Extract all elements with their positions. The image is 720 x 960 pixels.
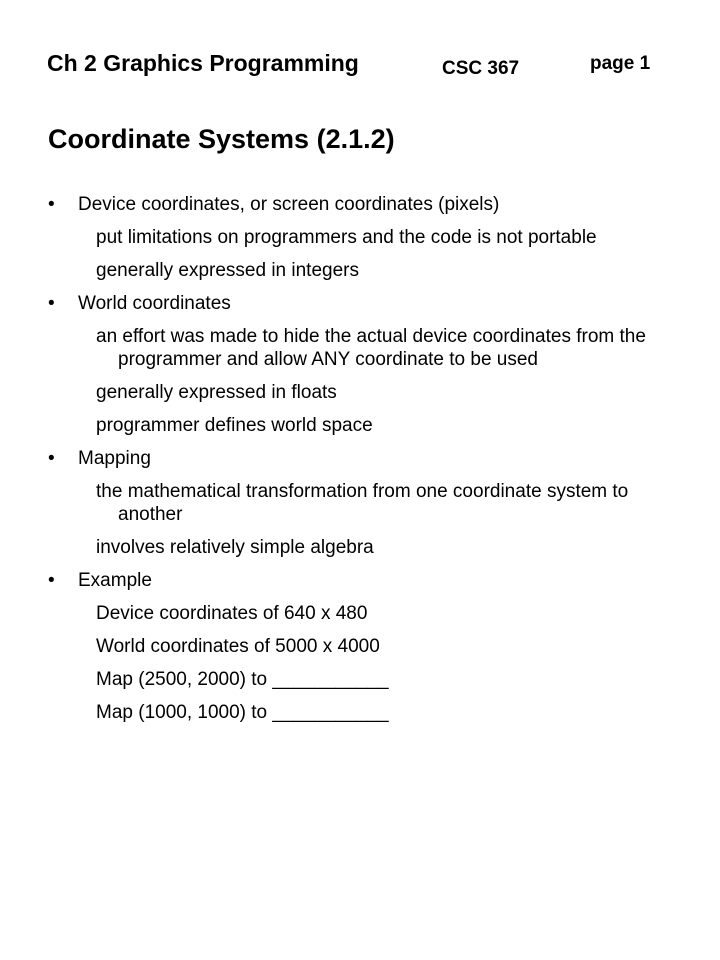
page-number: page 1: [590, 53, 651, 74]
bullet-text: Example: [78, 570, 152, 591]
sub-item: generally expressed in floats: [96, 382, 337, 403]
bullet-text: World coordinates: [78, 293, 231, 314]
bullet-icon: •: [48, 570, 55, 591]
sub-item: World coordinates of 5000 x 4000: [96, 636, 380, 657]
bullet-icon: •: [48, 448, 55, 469]
bullet-text: Device coordinates, or screen coordinates (pixels): [78, 194, 500, 215]
sub-item: put limitations on programmers and the code is not portable: [96, 227, 597, 248]
sub-item: involves relatively simple algebra: [96, 537, 374, 558]
bullet-item: [48, 292, 688, 315]
sub-item: Device coordinates of 640 x 480: [96, 603, 368, 624]
bullet-icon: •: [48, 293, 55, 314]
course-code: CSC 367: [442, 58, 520, 79]
sub-item: an effort was made to hide the actual device coordinates from the programmer and allow ANY coordinate to be used: [96, 326, 646, 370]
sub-item: programmer defines world space: [96, 415, 373, 436]
course-title: Ch 2 Graphics Programming: [47, 50, 359, 76]
bullet-text: Mapping: [78, 448, 151, 469]
bullet-icon: •: [48, 194, 55, 215]
sub-item: Map (2500, 2000) to ___________: [96, 669, 389, 690]
sub-item: generally expressed in integers: [96, 260, 359, 281]
bullet-item: [48, 569, 688, 592]
sub-item: Map (1000, 1000) to ___________: [96, 702, 389, 723]
bullet-item: [48, 193, 688, 216]
bullet-item: [48, 447, 688, 470]
sub-item: the mathematical transformation from one coordinate system to another: [96, 481, 629, 525]
page-title: Coordinate Systems (2.1.2): [48, 124, 395, 154]
bullet-list: [48, 193, 688, 734]
